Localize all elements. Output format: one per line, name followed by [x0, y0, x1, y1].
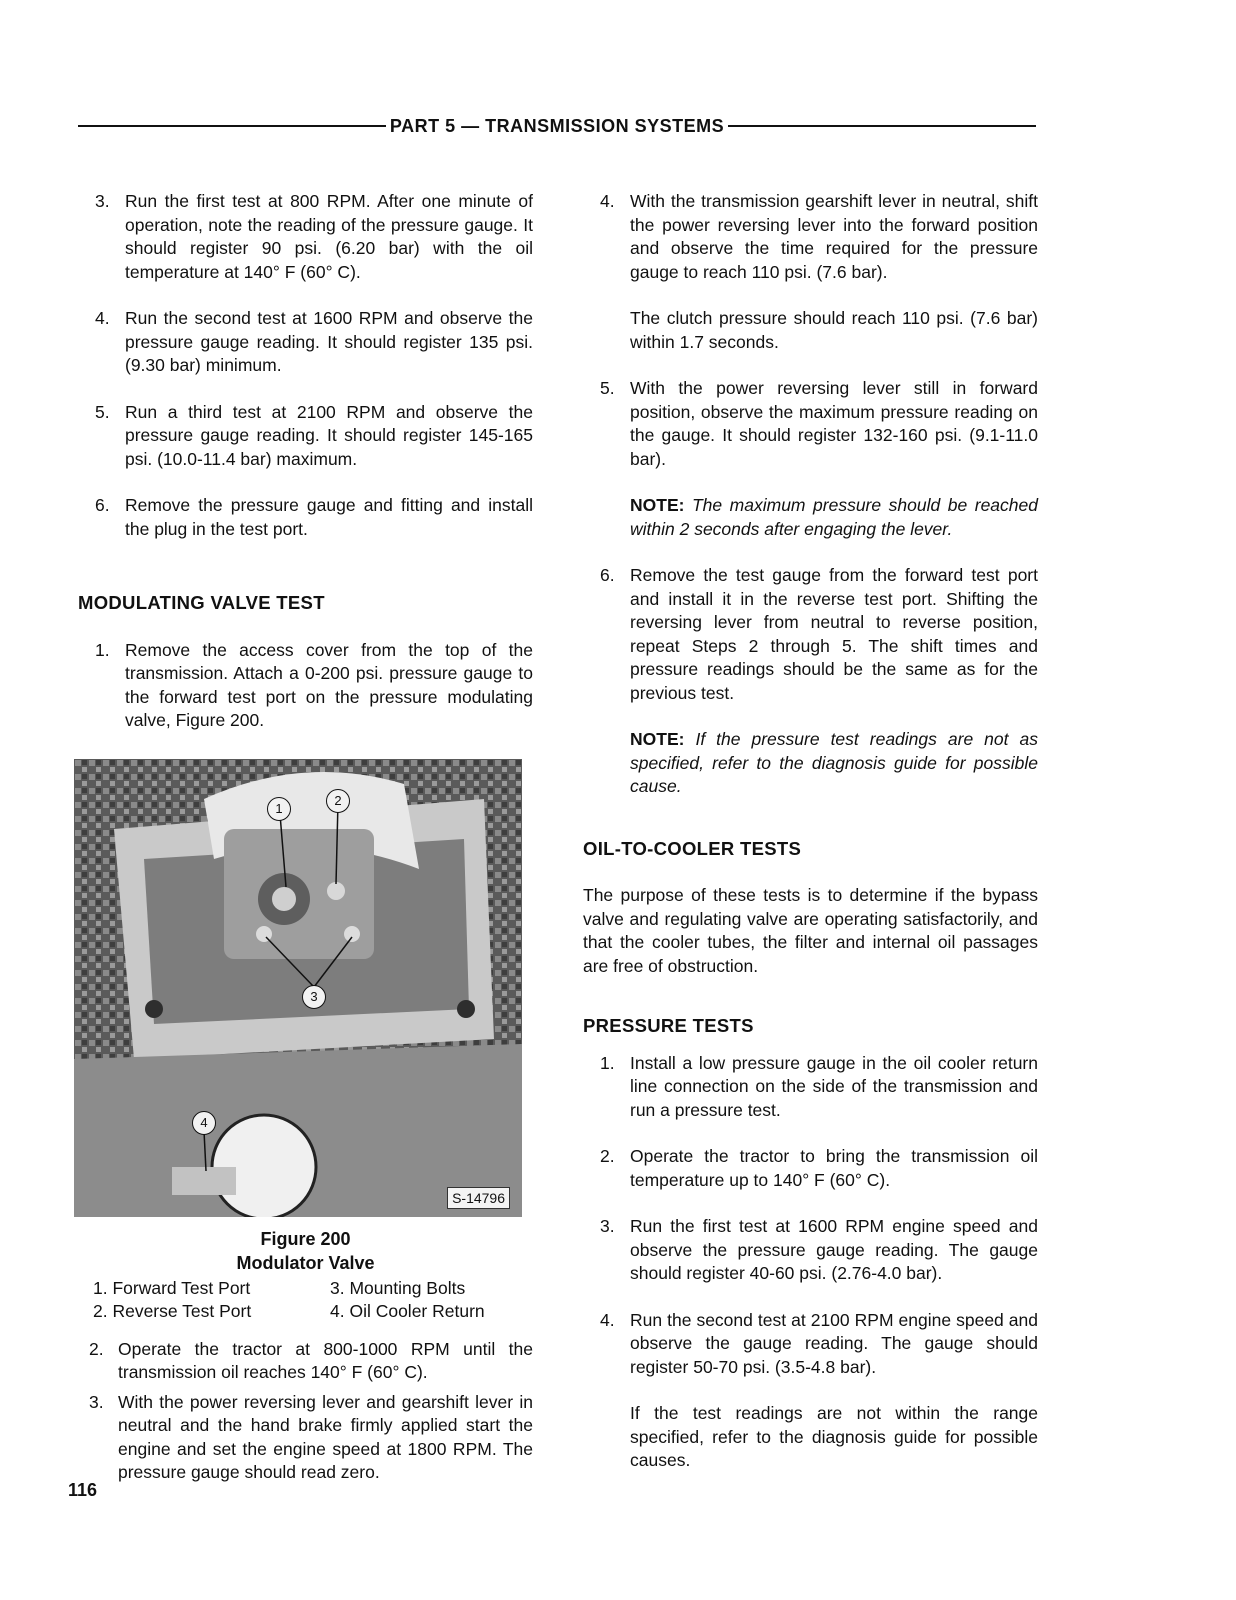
- step-text: Run the first test at 1600 RPM engine speed and observe the pressure gauge reading. The gauge should register 40-60 psi. (2.76-4.0 bar).: [630, 1216, 1038, 1283]
- list-item: [583, 564, 1038, 705]
- list-item: [78, 1338, 533, 1385]
- note-text: If the pressure test readings are not as specified, refer to the diagnosis guide for possible cause.: [630, 729, 1038, 796]
- step-text: Operate the tractor at 800-1000 RPM until the transmission oil reaches 140° F (60° C).: [118, 1338, 533, 1382]
- note: [630, 494, 1038, 541]
- list-item: [78, 639, 533, 733]
- list-item: [583, 377, 1038, 471]
- step-text: With the power reversing lever and gearshift lever in neutral and the hand brake firmly applied start the engine and set the engine speed at 1800 RPM. The pressure gauge should read zero.: [118, 1391, 533, 1482]
- note-label: NOTE:: [630, 729, 685, 749]
- callout-2: 2: [326, 789, 350, 813]
- step-number: 4.: [95, 308, 110, 328]
- callout-4: 4: [192, 1111, 216, 1135]
- closing-paragraph: If the test readings are not within the range specified, refer to the diagnosis guide for possible causes.: [630, 1403, 1038, 1470]
- figure-code: S-14796: [447, 1187, 510, 1209]
- callout-1: 1: [267, 797, 291, 821]
- step-number: 6.: [95, 495, 110, 515]
- oil-to-cooler-heading: OIL-TO-COOLER TESTS: [583, 837, 802, 859]
- list-item: [78, 307, 533, 378]
- step-number: 4.: [600, 191, 615, 211]
- step-text: Run a third test at 2100 RPM and observe the pressure gauge reading. It should register 145-165 psi. (10.0-11.4 bar) maximum.: [125, 401, 533, 469]
- page-number: 116: [68, 1480, 98, 1500]
- step-number: 3.: [95, 191, 110, 211]
- right-column: [583, 190, 1038, 1496]
- step-text: Run the first test at 800 RPM. After one minute of operation, note the reading of the pressure gauge. It should register 90 psi. (6.20 bar) with the oil temperature at 140° F (60° C).: [125, 191, 533, 282]
- cooler-paragraph: The purpose of these tests is to determine if the bypass valve and regulating valve are operating satisfactorily, and that the cooler tubes, the filter and internal oil passages are free of obstruction.: [583, 885, 1038, 976]
- list-item: [78, 401, 533, 472]
- step-number: 3.: [600, 1216, 615, 1236]
- step-number: 5.: [600, 378, 615, 398]
- modulating-valve-heading: MODULATING VALVE TEST: [78, 592, 325, 613]
- left-column: [78, 190, 533, 1491]
- photo-illustration: [74, 759, 522, 1217]
- step-number: 3.: [89, 1391, 104, 1412]
- step-text: With the transmission gearshift lever in neutral, shift the power reversing lever into the forward position and observe the time required for the pressure gauge to reach 110 psi. (7.6 bar).: [630, 191, 1038, 282]
- step-text: Operate the tractor to bring the transmission oil temperature up to 140° F (60° C).: [630, 1146, 1038, 1190]
- step-number: 1.: [95, 639, 110, 660]
- list-item: [78, 190, 533, 284]
- step-number: 1.: [600, 1052, 615, 1073]
- figure-legend: [93, 1277, 533, 1324]
- legend-item: 4. Oil Cooler Return: [330, 1301, 485, 1321]
- legend-item: 2. Reverse Test Port: [93, 1301, 252, 1321]
- list-item: [583, 1309, 1038, 1380]
- list-item: [583, 190, 1038, 284]
- header-rule-left: [78, 125, 386, 127]
- step-number: 2.: [89, 1338, 104, 1359]
- list-item: [78, 494, 533, 541]
- step-text: With the power reversing lever still in forward position, observe the maximum pressure reading on the gauge. It should register 132-160 psi. (9.1-11.0 bar).: [630, 378, 1038, 469]
- legend-item: 3. Mounting Bolts: [330, 1277, 466, 1298]
- figure-title: Figure 200: [260, 1228, 351, 1249]
- note-text: The maximum pressure should be reached within 2 seconds after engaging the lever.: [630, 495, 1038, 539]
- step-text: Run the second test at 2100 RPM engine speed and observe the gauge reading. The gauge should register 50-70 psi. (3.5-4.8 bar).: [630, 1309, 1038, 1377]
- figure-caption: [78, 1227, 533, 1275]
- pressure-tests-heading: PRESSURE TESTS: [583, 1015, 754, 1036]
- legend-item: 1. Forward Test Port: [93, 1277, 251, 1298]
- section-title: PART 5 — TRANSMISSION SYSTEMS: [389, 115, 725, 136]
- page-header: [78, 112, 1036, 140]
- step-text: Run the second test at 1600 RPM and observe the pressure gauge reading. It should register 135 psi. (9.30 bar) minimum.: [125, 308, 533, 375]
- step-text: Remove the test gauge from the forward test port and install it in the reverse test port. Shifting the reversing lever from neutral to reverse position, repeat Steps 2 through 5. The shift times and pressure readings should be the same as for the previous test.: [630, 565, 1038, 703]
- figure-subtitle: Modulator Valve: [236, 1252, 375, 1273]
- list-item: [583, 1052, 1038, 1123]
- header-rule-right: [728, 125, 1036, 127]
- step-number: 5.: [95, 401, 110, 422]
- step-number: 2.: [600, 1146, 615, 1166]
- callout-3: 3: [302, 985, 326, 1009]
- list-item: [78, 1391, 533, 1485]
- step-text: Remove the pressure gauge and fitting and install the plug in the test port.: [125, 495, 533, 539]
- step-number: 4.: [600, 1309, 615, 1330]
- step-text: Remove the access cover from the top of the transmission. Attach a 0-200 psi. pressure gauge to the forward test port on the pressure modulating valve, Figure 200.: [125, 639, 533, 730]
- step-number: 6.: [600, 565, 615, 585]
- list-item: [583, 1145, 1038, 1192]
- note: [630, 728, 1038, 799]
- list-item: [583, 1215, 1038, 1286]
- modulator-valve-photo: [74, 759, 522, 1217]
- step-text: Install a low pressure gauge in the oil cooler return line connection on the side of the transmission and run a pressure test.: [630, 1052, 1038, 1120]
- note-label: NOTE:: [630, 495, 685, 515]
- clutch-paragraph: The clutch pressure should reach 110 psi. (7.6 bar) within 1.7 seconds.: [630, 308, 1038, 352]
